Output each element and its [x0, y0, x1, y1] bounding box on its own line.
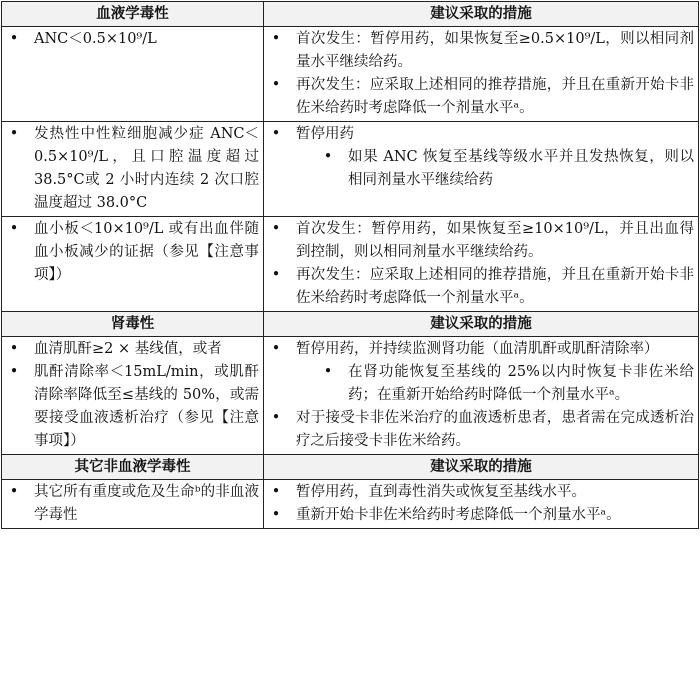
table-row — [2, 480, 699, 529]
action-list — [268, 123, 694, 192]
action-text: 重新开始卡非佐米给药时考虑降低一个剂量水平ᵃ。 — [296, 507, 621, 523]
action-text: 对于接受卡非佐米治疗的血液透析患者，患者需在完成透析治疗之后接受卡非佐米给药。 — [296, 410, 694, 449]
action-text: 再次发生：应采取上述相同的推荐措施，并且在重新开始卡非佐米给药时考虑降低一个剂量水平ᵃ。 — [296, 77, 694, 116]
action-header: 建议采取的措施 — [264, 2, 699, 27]
table-row — [2, 217, 699, 312]
toxicity-list — [6, 481, 259, 527]
action-list — [268, 338, 694, 453]
toxicity-item: • ANC＜0.5×10⁹/L — [28, 28, 259, 51]
table-row — [2, 122, 699, 217]
toxicity-cell — [2, 217, 264, 312]
toxicity-item: • 肌酐清除率＜15mL/min，或肌酐清除率降低至≤基线的 50%，或需要接受血液透析治疗（参见【注意事项】） — [28, 361, 259, 453]
toxicity-list — [6, 218, 259, 287]
action-cell — [264, 337, 699, 455]
action-item — [290, 338, 694, 407]
section-header-row — [2, 312, 699, 337]
toxicity-item: • 血清肌酐≥2 × 基线值，或者 — [28, 338, 259, 361]
action-item — [290, 28, 694, 74]
action-cell — [264, 217, 699, 312]
action-list — [268, 218, 694, 310]
action-text: 暂停用药 — [296, 126, 354, 142]
action-text: 暂停用药，并持续监测肾功能（血清肌酐或肌酐清除率） — [296, 341, 659, 357]
action-header: 建议采取的措施 — [264, 455, 699, 480]
action-item — [290, 407, 694, 453]
section-header-row — [2, 2, 699, 27]
action-subitem: • 在肾功能恢复至基线的 25%以内时恢复卡非佐米给药；在重新开始给药时降低一个剂量水平ᵃ。 — [342, 361, 694, 407]
toxicity-list — [6, 123, 259, 215]
toxicity-header: 血液学毒性 — [2, 2, 264, 27]
dose-modification-table — [1, 1, 699, 529]
toxicity-cell — [2, 122, 264, 217]
action-text: 首次发生：暂停用药，如果恢复至≥10×10⁹/L，并且出血得到控制，则以相同剂量水平继续给药。 — [296, 221, 694, 260]
toxicity-list — [6, 338, 259, 453]
table-row — [2, 337, 699, 455]
action-item — [290, 218, 694, 264]
action-list — [268, 481, 694, 527]
toxicity-cell — [2, 480, 264, 529]
action-list — [268, 28, 694, 120]
action-item — [290, 264, 694, 310]
action-subitem: • 如果 ANC 恢复至基线等级水平并且发热恢复，则以相同剂量水平继续给药 — [342, 146, 694, 192]
toxicity-header: 其它非血液学毒性 — [2, 455, 264, 480]
toxicity-cell — [2, 337, 264, 455]
section-header-row — [2, 455, 699, 480]
action-text: 再次发生：应采取上述相同的推荐措施，并且在重新开始卡非佐米给药时考虑降低一个剂量水平ᵃ。 — [296, 267, 694, 306]
toxicity-cell — [2, 27, 264, 122]
action-item — [290, 74, 694, 120]
action-cell — [264, 480, 699, 529]
action-cell — [264, 122, 699, 217]
toxicity-header: 肾毒性 — [2, 312, 264, 337]
table-row — [2, 27, 699, 122]
action-text: 首次发生：暂停用药，如果恢复至≥0.5×10⁹/L，则以相同剂量水平继续给药。 — [296, 31, 694, 70]
action-text: 暂停用药，直到毒性消失或恢复至基线水平。 — [296, 484, 586, 500]
toxicity-list — [6, 28, 259, 51]
toxicity-item: • 其它所有重度或危及生命ᵇ的非血液学毒性 — [28, 481, 259, 527]
action-cell — [264, 27, 699, 122]
toxicity-item: • 发热性中性粒细胞减少症 ANC＜0.5×10⁹/L，且口腔温度超过 38.5°C或 2 小时内连续 2 次口腔温度超过 38.0°C — [28, 123, 259, 215]
action-item — [290, 123, 694, 192]
action-sublist — [296, 361, 694, 407]
action-item — [290, 481, 694, 504]
toxicity-item: • 血小板＜10×10⁹/L 或有出血伴随血小板减少的证据（参见【注意事项】） — [28, 218, 259, 287]
action-sublist — [296, 146, 694, 192]
action-item — [290, 504, 694, 527]
action-header: 建议采取的措施 — [264, 312, 699, 337]
